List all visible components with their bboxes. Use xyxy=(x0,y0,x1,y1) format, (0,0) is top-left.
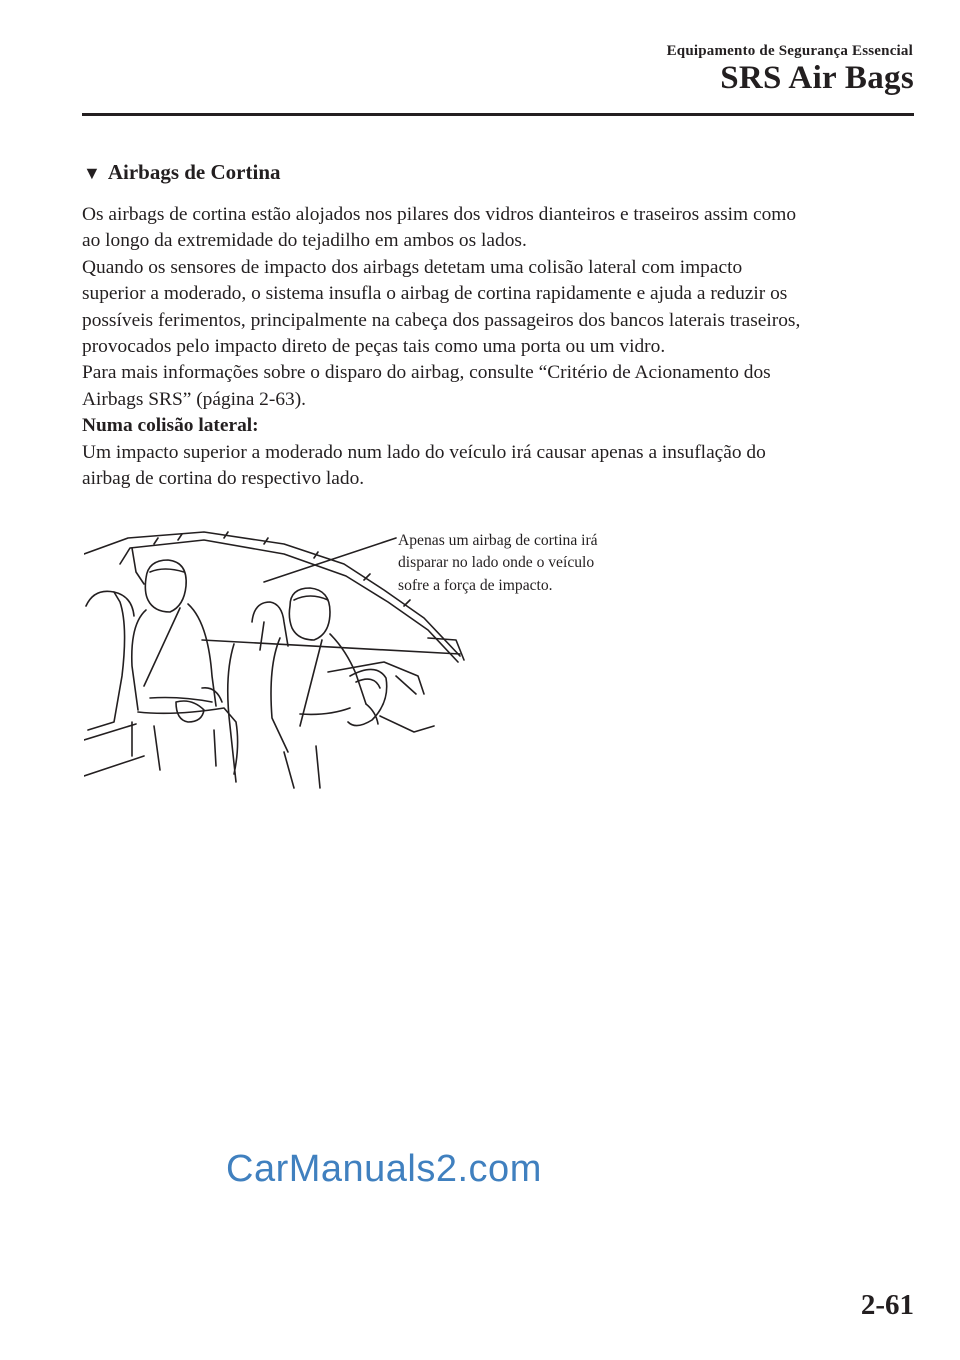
header-divider xyxy=(82,113,914,116)
paragraph-line: possíveis ferimentos, principalmente na cabeça dos passageiros dos bancos laterais traseiros, xyxy=(82,309,801,331)
figure-callout xyxy=(398,530,598,597)
callout-line: disparar no lado onde o veículo xyxy=(398,554,595,572)
body-text xyxy=(82,202,922,492)
subheading: Numa colisão lateral: xyxy=(82,415,259,437)
paragraph-line: provocados pelo impacto direto de peças tais como uma porta ou um vidro. xyxy=(82,336,666,358)
paragraph-line: ao longo da extremidade do tejadilho em ambos os lados. xyxy=(82,230,527,252)
paragraph-line: Para mais informações sobre o disparo do airbag, consulte “Critério de Acionamento dos xyxy=(82,362,771,384)
paragraph-line: airbag de cortina do respectivo lado. xyxy=(82,468,365,490)
paragraph-line: Quando os sensores de impacto dos airbags detetam uma colisão lateral com impacto xyxy=(82,256,743,278)
paragraph-line: Os airbags de cortina estão alojados nos pilares dos vidros dianteiros e traseiros assim como xyxy=(82,204,797,225)
paragraph-line: Airbags SRS” (página 2-63). xyxy=(82,388,307,410)
triangle-down-icon: ▼ xyxy=(83,163,101,183)
section-heading-text: Airbags de Cortina xyxy=(107,160,281,184)
callout-line: sofre a força de impacto. xyxy=(398,576,553,594)
page-number: 2-61 xyxy=(860,1289,914,1321)
watermark: CarManuals2.com xyxy=(226,1148,542,1190)
paragraph-line: superior a moderado, o sistema insufla o airbag de cortina rapidamente e ajuda a reduzir os xyxy=(82,283,788,305)
callout-line: Apenas um airbag de cortina irá xyxy=(398,532,598,549)
page-title: SRS Air Bags xyxy=(720,60,914,96)
chapter-title: Equipamento de Segurança Essencial xyxy=(666,43,913,59)
paragraph-line: Um impacto superior a moderado num lado do veículo irá causar apenas a insuflação do xyxy=(82,441,766,463)
section-heading xyxy=(83,160,281,185)
